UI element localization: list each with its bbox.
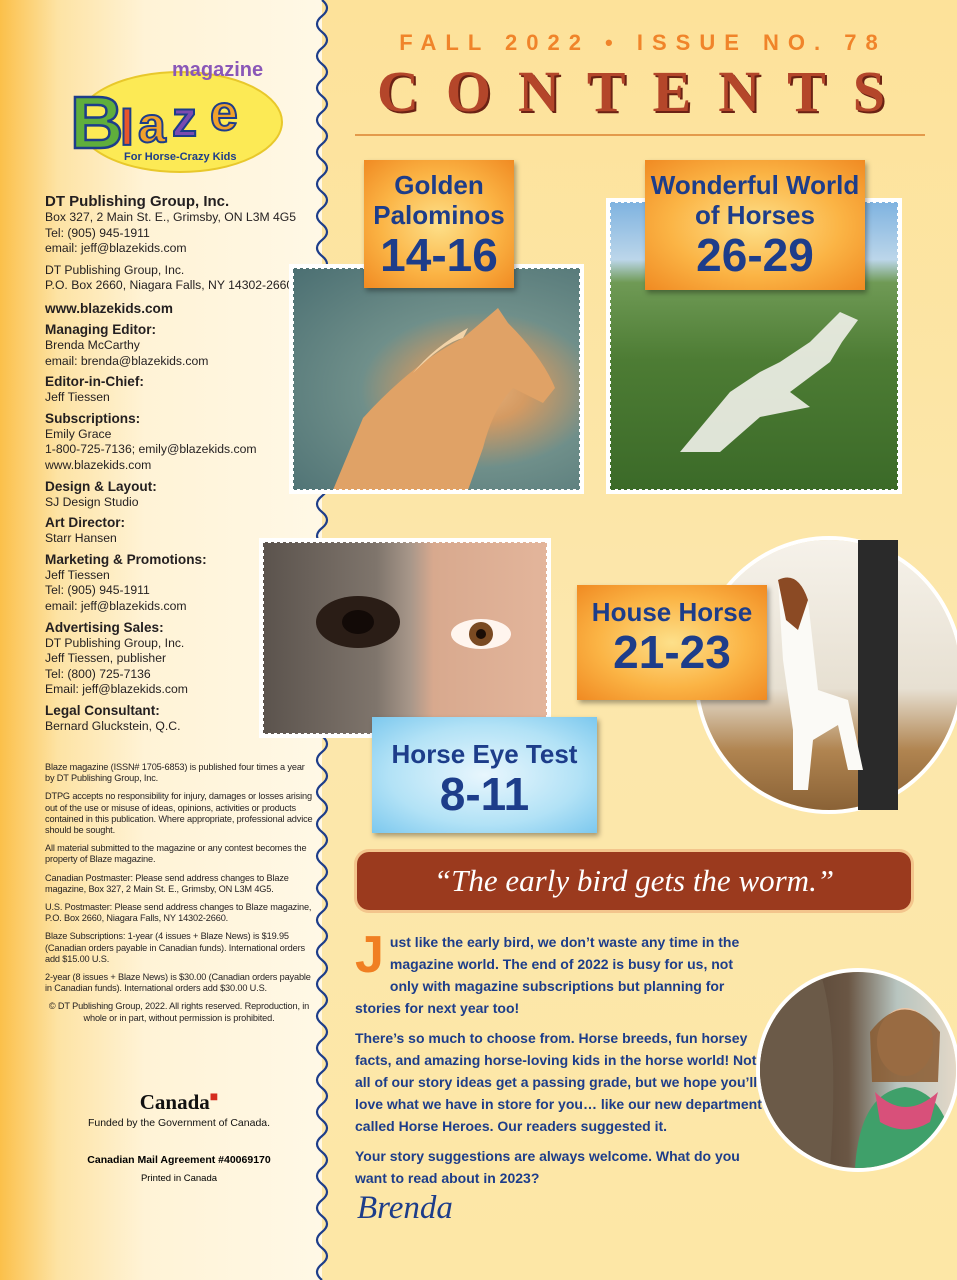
feature-label-house-horse[interactable]	[577, 585, 767, 700]
feature-title-line: Horse Eye Test	[391, 739, 578, 769]
funded-by: Funded by the Government of Canada.	[87, 1117, 271, 1129]
svg-text:B: B	[70, 81, 124, 164]
website-link[interactable]: www.blazekids.com	[45, 300, 173, 316]
blaze-logo	[62, 50, 284, 175]
staff-heading: Legal Consultant:	[45, 702, 160, 718]
staff-heading: Advertising Sales:	[45, 619, 164, 635]
letter-paragraph: There’s so much to choose from. Horse breeds, fun horsey facts, and amazing horse-loving kids in the horse world! Not all of our story ideas get a passing grade, but we hope you’ll love what we have in store for you… like our new department called Horse Heroes. Our readers suggested it.	[355, 1030, 762, 1134]
canada-funding	[45, 1090, 313, 1129]
svg-text:a: a	[138, 97, 166, 153]
staff-heading: Managing Editor:	[45, 321, 157, 337]
us-address-1: P.O. Box 2660, Niagara Falls, NY 14302-2660	[45, 278, 294, 293]
staff-detail: SJ Design Studio	[45, 494, 139, 509]
staff-heading: Design & Layout:	[45, 478, 157, 494]
staff-detail: Starr Hansen	[45, 531, 117, 546]
staff-detail: Jeff Tiessen	[45, 567, 110, 582]
title-rule	[355, 134, 925, 136]
staff-detail: Tel: (905) 945-1911	[45, 583, 150, 598]
staff-heading: Editor-in-Chief:	[45, 374, 144, 390]
editor-photo[interactable]	[760, 972, 956, 1168]
fine-print-paragraph: Blaze Subscriptions: 1-year (4 issues + Blaze News) is $19.95 (Canadian orders payable in Canadian funds). International orders add $15.00 U.S.	[45, 931, 305, 964]
staff-detail: Jeff Tiessen, publisher	[45, 651, 167, 666]
staff-heading: Marketing & Promotions:	[45, 551, 207, 567]
feature-pages: 26-29	[696, 229, 814, 281]
feature-label-horse-eye-test[interactable]	[372, 717, 597, 833]
feature-pages: 21-23	[613, 626, 731, 678]
staff-detail[interactable]: email: brenda@blazekids.com	[45, 353, 209, 368]
fine-print-paragraph: 2-year (8 issues + Blaze News) is $30.00 (Canadian orders payable in Canadian funds). International orders add $30.00 U.S.	[45, 972, 311, 994]
editor-photo-wrap	[760, 972, 956, 1168]
fine-print	[45, 762, 313, 1031]
canada-address-1: Tel: (905) 945-1911	[45, 225, 150, 240]
staff-detail: DT Publishing Group, Inc.	[45, 635, 185, 650]
fine-print-paragraph: All material submitted to the magazine or any contest becomes the property of Blaze magazine.	[45, 843, 307, 865]
staff-detail: Jeff Tiessen	[45, 390, 110, 405]
letter-paragraph: Your story suggestions are always welcome. What do you want to read about in 2023?	[355, 1148, 740, 1186]
logo-tagline: For Horse-Crazy Kids	[124, 151, 237, 163]
eye-comparison-photo[interactable]	[263, 542, 547, 734]
staff-detail: Brenda McCarthy	[45, 337, 140, 352]
feature-title-line: Wonderful World	[650, 170, 860, 200]
fine-print-paragraph: U.S. Postmaster: Please send address changes to Blaze magazine, P.O. Box 2660, Niagara Falls, NY 14302-2660.	[45, 902, 312, 924]
staff-detail: Emily Grace	[45, 426, 112, 441]
svg-text:e: e	[210, 85, 238, 141]
palomino-horse-icon	[293, 268, 580, 490]
fine-print-paragraph: Blaze magazine (ISSN# 1705-6853) is published four times a year by DT Publishing Group, Inc.	[45, 762, 305, 784]
svg-text:l: l	[120, 100, 134, 156]
feature-title-line: Golden	[394, 170, 484, 200]
fine-print-paragraph: Canadian Postmaster: Please send address changes to Blaze magazine, Box 327, 2 Main St. E., Grimsby, ON L3M 4G5.	[45, 872, 289, 894]
copyright: © DT Publishing Group, 2022. All rights reserved. Reproduction, in whole or in part, without permission is prohibited.	[48, 1001, 310, 1023]
fine-print-paragraph: DTPG accepts no responsibility for injury, damages or losses arising out of the use or misuse of ideas, opinions, activities or products contained in this publication. Where appropriate, professional advice should be sought.	[45, 791, 313, 836]
staff-heading: Subscriptions:	[45, 410, 141, 426]
page-title: CONTENTS	[376, 59, 913, 124]
canada-wordmark: Canada■	[139, 1090, 219, 1114]
eye-icon	[263, 542, 547, 734]
quote-banner: “The early bird gets the worm.”	[357, 852, 911, 910]
svg-text:z: z	[172, 91, 197, 147]
staff-detail[interactable]: www.blazekids.com	[45, 457, 152, 472]
issue-line: FALL 2022 • ISSUE NO. 78	[399, 30, 887, 55]
staff-detail[interactable]: email: jeff@blazekids.com	[45, 598, 187, 613]
feature-pages: 14-16	[380, 229, 498, 281]
feature-title-line: Palominos	[373, 200, 505, 230]
us-address-0: DT Publishing Group, Inc.	[45, 262, 185, 277]
feature-pages: 8-11	[439, 768, 530, 820]
logo-magazine: magazine	[172, 59, 264, 81]
letter-paragraph: Just like the early bird, we don’t waste any time in the magazine world. The end of 2022 is busy for us, not only with magazine subscriptions but planning for stories for next year too!	[355, 926, 740, 1016]
feature-title-line: of Horses	[695, 200, 815, 230]
drop-cap: J	[355, 926, 384, 984]
mail-agreement: Canadian Mail Agreement #40069170	[87, 1154, 271, 1166]
feature-title-line: House Horse	[591, 597, 753, 627]
staff-detail[interactable]: Email: jeff@blazekids.com	[45, 682, 188, 697]
company-name: DT Publishing Group, Inc.	[45, 193, 230, 210]
editor-letter	[355, 926, 765, 1197]
staff-detail: Tel: (800) 725-7136	[45, 666, 151, 681]
canada-address-2[interactable]: email: jeff@blazekids.com	[45, 241, 187, 256]
palomino-photo[interactable]	[293, 268, 580, 490]
signature: Brenda	[357, 1190, 453, 1226]
staff-detail[interactable]: 1-800-725-7136; emily@blazekids.com	[45, 442, 257, 457]
printed-in: Printed in Canada	[140, 1173, 218, 1184]
feature-label-golden-palominos[interactable]	[364, 160, 514, 288]
staff-heading: Art Director:	[45, 515, 126, 531]
feature-label-wonderful-world[interactable]	[645, 160, 865, 290]
canada-address-0: Box 327, 2 Main St. E., Grimsby, ON L3M 4G5	[45, 210, 297, 224]
staff-detail: Bernard Gluckstein, Q.C.	[45, 718, 181, 733]
